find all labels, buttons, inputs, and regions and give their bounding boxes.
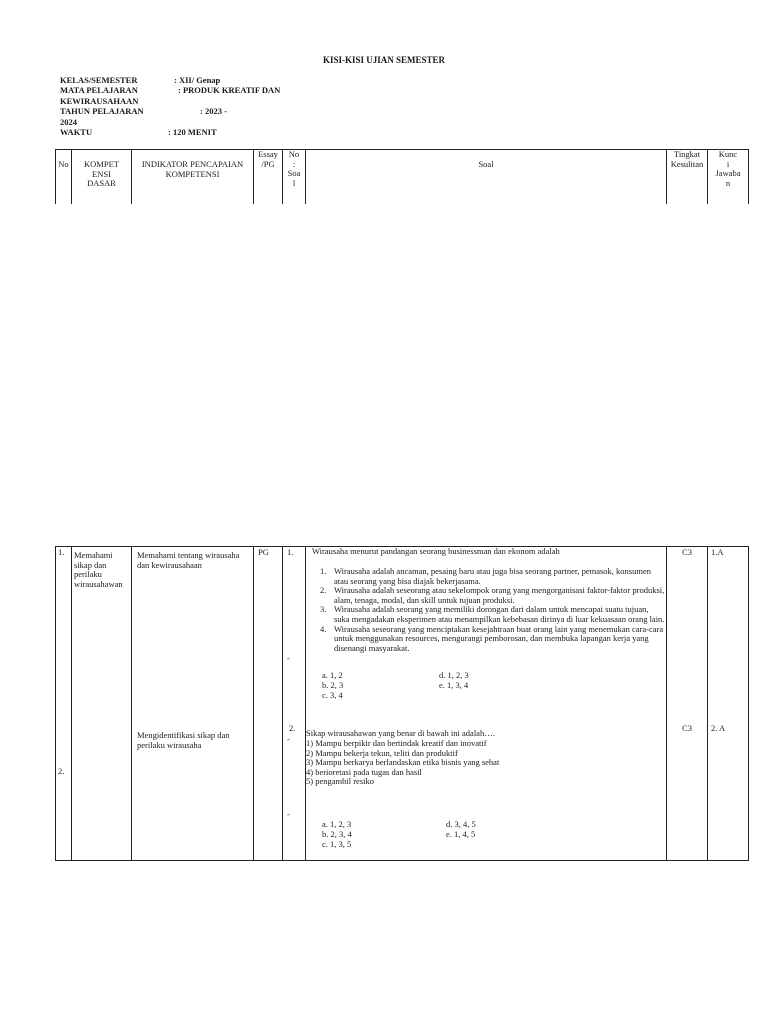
option-c: c. 3, 4 [322, 690, 343, 700]
waktu-value: : 120 MENIT [168, 127, 217, 137]
option-a: a. 1, 2, 3 [322, 819, 352, 829]
tahun-continuation: 2024 [60, 117, 77, 127]
row-number-2: 2. [58, 766, 65, 776]
question-number-1: 1. [287, 547, 294, 557]
document-title: KISI-KISI UJIAN SEMESTER [322, 55, 446, 65]
header-kompetensi: KOMPET ENSI DASAR [84, 159, 119, 189]
kompetensi-dasar: Memahami sikap dan perilaku wirausahawan [74, 550, 123, 589]
statement-item: 4. Wirausaha seseorang yang menciptakan kesejahtraan buat orang lain yang menemukan cara-cara untuk menggunakan resources, mengurangi pemborosan, dan membuka lapangan kerja yang disenangi masyarakat. [320, 623, 664, 653]
header-tingkat-kesulitan: Tingkat Kesulitan [670, 149, 704, 169]
mapel-label: MATA PELAJARAN [60, 85, 138, 95]
question-1-options [322, 671, 622, 701]
option-c: c. 1, 3, 5 [322, 839, 352, 849]
kunci-jawaban-2: 2. A [711, 723, 726, 733]
option-b: b. 2, 3 [322, 680, 344, 690]
option-e: e. 1, 3, 4 [439, 680, 469, 690]
option-d: d. 1, 2, 3 [439, 670, 469, 680]
statement-item: 1) Mampu berpikir dan bertindak kreatif dan inovatif [306, 738, 487, 748]
option-b: b. 2, 3, 4 [322, 829, 352, 839]
indikator-2: Mengidentifikasi sikap dan perilaku wirausaha [137, 730, 230, 750]
statement-item: 2. Wirausaha adalah seseorang atau sekelompok orang yang mengorganisasi faktor-faktor produksi, alam, tenaga, modal, dan skill untuk tujuan produksi. [320, 585, 665, 605]
statement-item: 4) berioretasi pada tugas dan hasil [306, 766, 422, 777]
option-a: a. 1, 2 [322, 670, 343, 680]
statement-item: 2) Mampu bekerja tekun, teliti dan produktif [306, 747, 458, 758]
header-no-soal: No : Soa l [287, 149, 301, 188]
header-essay-pg: Essay /PG [258, 149, 278, 169]
question-2-dash-2: - [287, 809, 290, 819]
header-no: No [58, 159, 69, 169]
tahun-value: : 2023 - [200, 106, 227, 116]
question-type: PG [258, 547, 269, 557]
question-2-dash: - [287, 734, 290, 744]
row-number: 1. [58, 547, 65, 557]
tingkat-kesulitan-1: C3 [682, 547, 692, 557]
tahun-label: TAHUN PELAJARAN [60, 106, 144, 116]
statement-item: 1. Wirausaha adalah ancaman, pesaing baru atau juga bisa seorang partner, pemasok, konsumen atau seorang yang bisa diajak bekerjasama. [320, 566, 652, 586]
kunci-jawaban-1: 1.A [711, 547, 724, 557]
header-soal: Soal [478, 159, 494, 169]
question-1-text: Wirausaha menurut pandangan seorang businessman dan ekonom adalah [312, 546, 560, 556]
mapel-value: : PRODUK KREATIF DAN [178, 85, 281, 95]
option-e: e. 1, 4, 5 [446, 829, 476, 839]
question-2-options [322, 820, 622, 850]
option-d: d. 3, 4, 5 [446, 819, 476, 829]
waktu-label: WAKTU [60, 127, 93, 137]
kelas-label: KELAS/SEMESTER [60, 75, 138, 85]
header-indikator: INDIKATOR PENCAPAIAN KOMPETENSI [141, 159, 244, 179]
question-1-dash: - [287, 653, 290, 663]
question-2-statements [306, 739, 664, 787]
statement-item: 5) pengambil resiko [306, 776, 374, 787]
mapel-continuation: KEWIRAUSAHAAN [60, 96, 139, 106]
kelas-value: : XII/ Genap [174, 75, 221, 85]
question-number-2: 2. [289, 723, 296, 733]
tingkat-kesulitan-2: C3 [682, 723, 692, 733]
question-1-statements [312, 567, 666, 653]
statement-item: 3) Mampu berkarya berlandaskan etika bisnis yang sehat [306, 757, 500, 768]
question-2-text: Sikap wirausahawan yang benar di bawah ini adalah…. [306, 728, 495, 738]
header-kunci-jawaban: Kunc i Jawaba n [715, 149, 741, 188]
indikator-1: Memahami tentang wirausaha dan kewirausahaan [137, 550, 240, 570]
statement-item: 3. Wirausaha adalah seorang yang memiliki dorongan dari dalam untuk mencapai suatu tujuan, suka mengadakan eksperimen atau menampilkan kebebasan dirinya di luar kekuasaan orang lain. [320, 604, 665, 624]
